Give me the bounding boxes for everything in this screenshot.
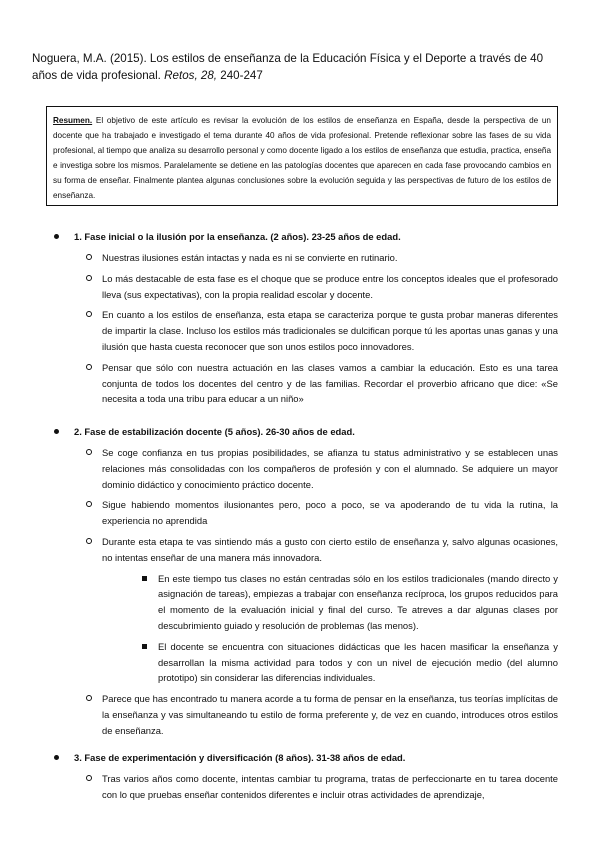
bullet-circle-icon bbox=[86, 695, 92, 701]
bullet-disc-icon bbox=[54, 755, 59, 760]
citation-pages: 240-247 bbox=[220, 69, 263, 82]
list-item: En cuanto a los estilos de enseñanza, esta etapa se caracteriza porque te gusta probar maneras diferentes de impartir la clase. Incluso los estilos más tradicionales se dulcifican porque tú les aportas unas ganas y una ilusión que hasta cuesta reconocer que son unos estilos poco innovadores. bbox=[0, 307, 558, 354]
bullet-circle-icon bbox=[86, 775, 92, 781]
bullet-circle-icon bbox=[86, 364, 92, 370]
bullet-circle-icon bbox=[86, 311, 92, 317]
section-heading: 1. Fase inicial o la ilusión por la enseñanza. (2 años). 23-25 años de edad. bbox=[0, 229, 600, 245]
list-item: Durante esta etapa te vas sintiendo más a gusto con cierto estilo de enseñanza y, salvo algunas ocasiones, no intentas enseñar de una manera más innovadora. bbox=[0, 534, 558, 566]
bullet-disc-icon bbox=[54, 429, 59, 434]
bullet-circle-icon bbox=[86, 501, 92, 507]
bullet-circle-icon bbox=[86, 275, 92, 281]
citation-journal: Retos, 28, bbox=[164, 69, 218, 82]
bullet-square-icon bbox=[142, 576, 147, 581]
citation bbox=[32, 50, 564, 84]
citation-main: Noguera, M.A. (2015). Los estilos de enseñanza de la Educación Física y el Deporte a través de 40 años de vida profesional. bbox=[32, 52, 544, 82]
list-item: Parece que has encontrado tu manera acorde a tu forma de pensar en la enseñanza, tus teorías implícitas de la enseñanza y vas simultaneando tu estilo de forma preferente y, de vez en cuando, introduces otros estilos de enseñanza. bbox=[0, 691, 558, 738]
section-1 bbox=[0, 229, 600, 407]
abstract-label: Resumen. bbox=[53, 116, 93, 125]
bullet-circle-icon bbox=[86, 449, 92, 455]
list-item: Tras varios años como docente, intentas cambiar tu programa, tratas de perfeccionarte en tu tarea docente con lo que pruebas enseñar contenidos diferentes e incluir otras actividades de aprendizaje, bbox=[0, 771, 558, 803]
section-heading: 3. Fase de experimentación y diversificación (8 años). 31-38 años de edad. bbox=[0, 750, 600, 766]
bullet-circle-icon bbox=[86, 538, 92, 544]
abstract-box bbox=[46, 106, 558, 206]
section-3 bbox=[0, 750, 600, 803]
abstract-text: El objetivo de este artículo es revisar la evolución de los estilos de enseñanza en España, desde la perspectiva de un docente que ha trabajado e investigado el tema durante 40 años de vida profesional. Pretende reflexionar sobre las fases de su vida profesional, al tiempo que analiza su desarrollo personal y como docente ligado a los estilos de enseñanza que estudia, practica, enseña e investiga sobre los mismos. Paralelamente se detiene en las patologías docentes que aparecen en cada fase provocando cambios en su forma de enseñar. Finalmente plantea algunas conclusiones sobre la evolución seguida y las perspectivas de futuro de los estilos de enseñanza. bbox=[53, 116, 551, 200]
list-item: Nuestras ilusiones están intactas y nada es ni se convierte en rutinario. bbox=[0, 250, 558, 266]
sub-list-item: En este tiempo tus clases no están centradas sólo en los estilos tradicionales (mando directo y asignación de tareas), empiezas a trabajar con enseñanza recíproca, los grupos reducidos para el momento de la evaluación inicial y final del curso. Te atreves a dar algunas clases por descubrimiento guiado y resolución de problemas (las menos). bbox=[0, 571, 558, 634]
list-item: Sigue habiendo momentos ilusionantes pero, poco a poco, se va apoderando de tu vida la rutina, la experiencia no aprendida bbox=[0, 497, 558, 529]
bullet-square-icon bbox=[142, 644, 147, 649]
bullet-disc-icon bbox=[54, 234, 59, 239]
sub-list-item: El docente se encuentra con situaciones didácticas que les hacen masificar la enseñanza y desarrollan la misma actividad para todos y con un nivel de ejecución medio (del alumno prototipo) sin considerar las diferencias individuales. bbox=[0, 639, 558, 686]
list-item: Pensar que sólo con nuestra actuación en las clases vamos a cambiar la educación. Esto es una tarea conjunta de todos los docentes del centro y de las familias. Recordar el proverbio africano que dice: «Se necesita a toda una tribu para educar a un niño» bbox=[0, 360, 558, 407]
section-2 bbox=[0, 424, 600, 739]
section-heading: 2. Fase de estabilización docente (5 años). 26-30 años de edad. bbox=[0, 424, 600, 440]
list-item: Se coge confianza en tus propias posibilidades, se afianza tu status administrativo y se establecen unas relaciones más consolidadas con los compañeros de profesión y con el alumnado. Se adquiere un mayor dominio didáctico y conocimiento práctico docente. bbox=[0, 445, 558, 492]
bullet-circle-icon bbox=[86, 254, 92, 260]
list-item: Lo más destacable de esta fase es el choque que se produce entre los conceptos ideales que el profesorado lleva (sus expectativas), con la propia realidad escolar y docente. bbox=[0, 271, 558, 303]
